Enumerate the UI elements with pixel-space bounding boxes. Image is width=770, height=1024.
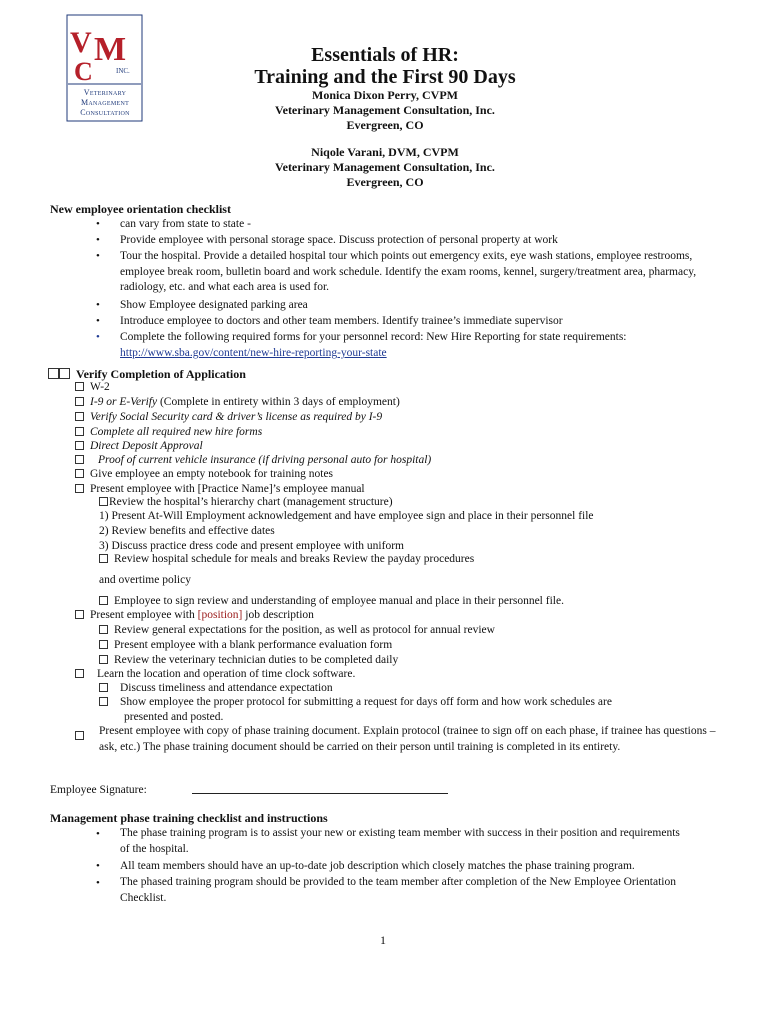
list-item: Tour the hospital. Provide a detailed hospital tour which points out emergency exits, eye wash stations, employee restrooms, employee break room, bulletin board and work schedule. Identify the exam rooms, kennel, surgery/treatment area, pharmacy, radiology, etc. and what each area is used for. <box>120 250 697 293</box>
item-text: Complete all required new hire forms <box>90 426 263 438</box>
checkbox[interactable] <box>75 731 84 740</box>
position-placeholder: [position] <box>197 609 243 621</box>
checkbox[interactable] <box>75 484 84 493</box>
bullet-icon: • <box>96 860 100 872</box>
checkbox[interactable] <box>48 368 59 379</box>
item-text: Give employee an empty notebook for training notes <box>90 468 334 480</box>
numbered-item: 3) Discuss practice dress code and present employee with uniform <box>99 540 404 552</box>
author-name: Monica Dixon Perry, CVPM <box>312 88 458 102</box>
author-location: Evergreen, CO <box>346 175 424 189</box>
item-text: Present employee with <box>90 609 198 621</box>
svg-text:V: V <box>70 26 92 59</box>
author-block-2 <box>200 145 570 190</box>
checklist-item <box>99 653 398 668</box>
item-text: Present employee with a blank performance evaluation form <box>114 639 393 651</box>
doc-title-line2: Training and the First 90 Days <box>254 66 516 88</box>
checkbox[interactable] <box>99 697 108 706</box>
item-text: Review the veterinary technician duties to be completed daily <box>114 654 399 666</box>
checkbox[interactable] <box>99 625 108 634</box>
item-text: Show employee the proper protocol for submitting a request for days off form and how work schedules are <box>120 696 612 708</box>
checklist-item <box>75 667 355 682</box>
checkbox[interactable] <box>99 497 108 506</box>
checkbox[interactable] <box>75 669 84 678</box>
item-text: Present employee with [Practice Name]’s employee manual <box>90 483 365 495</box>
author-block-1 <box>200 88 570 133</box>
checkbox[interactable] <box>75 412 84 421</box>
logo-line: Veterinary <box>83 88 127 97</box>
checklist-item <box>99 695 612 710</box>
verify-heading-text: Verify Completion of Application <box>76 367 246 381</box>
page-number: 1 <box>380 933 386 947</box>
item-text: Proof of current vehicle insurance (if driving personal auto for hospital) <box>98 454 432 466</box>
item-text: Employee to sign review and understanding of employee manual and place in their personnel file. <box>114 595 564 607</box>
bullet-icon: • <box>96 250 100 262</box>
item-text: Present employee with copy of phase training document. Explain protocol (trainee to sign off on each phase, if trainee has questions – ask, etc.) The phase training document should be carried on their person until training is completed in its entirety. <box>99 725 716 753</box>
signature-line[interactable] <box>192 793 448 794</box>
checkbox[interactable] <box>75 427 84 436</box>
checklist-item <box>75 608 314 623</box>
bullet-icon: • <box>96 315 100 327</box>
checklist-item <box>99 638 392 653</box>
item-text: (Complete in entirety within 3 days of employment) <box>157 396 400 408</box>
item-text: I-9 or E-Verify <box>90 396 158 408</box>
checkbox[interactable] <box>75 382 84 391</box>
checklist-item <box>99 681 333 696</box>
continuation-text: and overtime policy <box>99 574 191 586</box>
bullet-icon: • <box>96 828 100 840</box>
list-item: Complete the following required forms for your personnel record: New Hire Reporting for state requirements: <box>120 331 627 343</box>
item-text: job description <box>242 609 314 621</box>
checkbox[interactable] <box>59 368 70 379</box>
checklist-item <box>75 453 431 468</box>
list-item: Introduce employee to doctors and other team members. Identify trainee’s immediate supervisor <box>120 315 563 327</box>
checklist-item <box>75 410 382 425</box>
logo-line: Consultation <box>80 108 130 117</box>
checkbox[interactable] <box>99 554 108 563</box>
list-item: The phased training program should be provided to the team member after completion of the New Employee Orientation Checklist. <box>120 876 676 904</box>
logo-line: Management <box>80 98 130 107</box>
checklist-item <box>75 425 262 440</box>
checkbox[interactable] <box>75 455 84 464</box>
item-text: W-2 <box>90 381 110 393</box>
author-name: Niqole Varani, DVM, CVPM <box>311 145 459 159</box>
logo-wordmark <box>69 88 141 118</box>
checklist-item <box>99 623 495 638</box>
svg-text:C: C <box>74 57 93 86</box>
bullet-icon: • <box>96 877 100 889</box>
item-text: Discuss timeliness and attendance expectation <box>120 682 333 694</box>
item-text: Direct Deposit Approval <box>90 440 203 452</box>
svg-text:M: M <box>94 31 127 68</box>
checkbox[interactable] <box>75 610 84 619</box>
management-heading: Management phase training checklist and instructions <box>50 811 328 825</box>
continuation-text: presented and posted. <box>124 711 224 723</box>
list-item: The phase training program is to assist your new or existing team member with success in their position and requirements of the hospital. <box>120 827 680 855</box>
list-item: Show Employee designated parking area <box>120 299 308 311</box>
checklist-item <box>75 380 110 395</box>
numbered-item: 2) Review benefits and effective dates <box>99 525 275 537</box>
checkbox[interactable] <box>75 469 84 478</box>
bullet-icon: • <box>96 299 100 311</box>
bullet-icon: • <box>96 218 100 230</box>
list-item: All team members should have an up-to-date job description which closely matches the phase training program. <box>120 860 635 872</box>
numbered-item: 1) Present At-Will Employment acknowledgement and have employee sign and place in their personnel file <box>99 510 594 522</box>
list-item: Provide employee with personal storage space. Discuss protection of personal property at work <box>120 234 558 246</box>
checklist-item <box>75 726 90 744</box>
checklist-item <box>75 467 333 482</box>
item-text: Review hospital schedule for meals and breaks Review the payday procedures <box>114 553 475 565</box>
checkbox[interactable] <box>99 640 108 649</box>
author-location: Evergreen, CO <box>346 118 424 132</box>
author-org: Veterinary Management Consultation, Inc. <box>275 160 495 174</box>
new-hire-reporting-link[interactable]: http://www.sba.gov/content/new-hire-reporting-your-state <box>120 347 387 359</box>
logo-inc: INC. <box>116 67 130 75</box>
vmc-logo <box>66 14 143 122</box>
checkbox[interactable] <box>99 655 108 664</box>
signature-label: Employee Signature: <box>50 784 147 796</box>
checkbox[interactable] <box>99 683 108 692</box>
doc-title-line1: Essentials of HR: <box>311 44 459 66</box>
item-text: Learn the location and operation of time clock software. <box>97 668 356 680</box>
item-text: Review general expectations for the position, as well as protocol for annual review <box>114 624 495 636</box>
checklist-item <box>99 552 474 567</box>
checklist-item <box>75 395 400 410</box>
item-text: Review the hospital’s hierarchy chart (management structure) <box>109 496 393 508</box>
checkbox[interactable] <box>99 596 108 605</box>
list-item: can vary from state to state - <box>120 218 251 230</box>
checklist-item <box>99 594 564 609</box>
item-text: Verify Social Security card & driver’s license as required by I-9 <box>90 411 383 423</box>
author-org: Veterinary Management Consultation, Inc. <box>275 103 495 117</box>
bullet-icon: • <box>96 331 100 343</box>
orientation-heading: New employee orientation checklist <box>50 202 231 216</box>
checklist-item <box>75 439 203 454</box>
checklist-item <box>99 495 393 510</box>
checkbox[interactable] <box>75 441 84 450</box>
checkbox[interactable] <box>75 397 84 406</box>
bullet-icon: • <box>96 234 100 246</box>
